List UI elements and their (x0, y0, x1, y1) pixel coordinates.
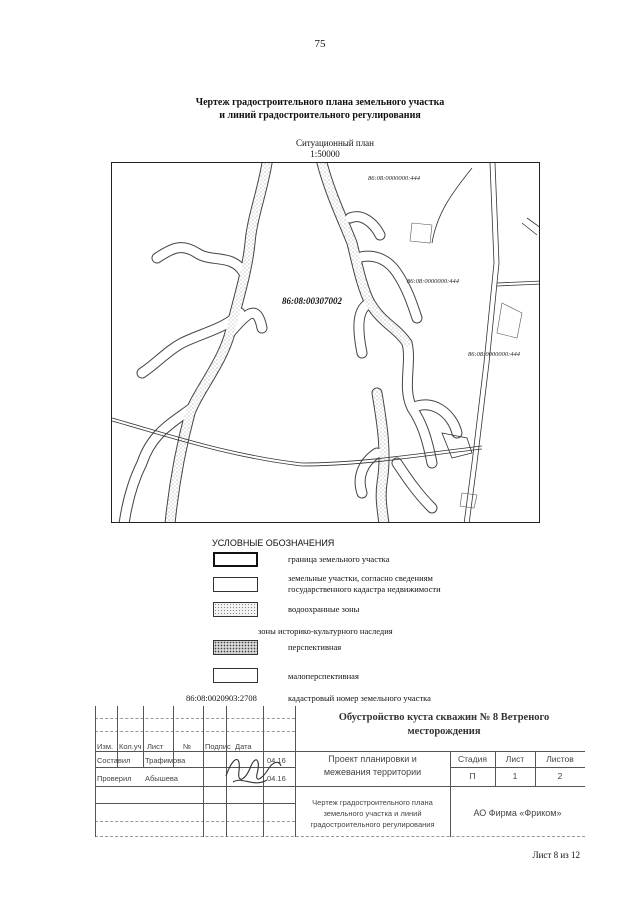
cadastral-label: 86:08:0000000:444 (368, 175, 420, 182)
legend-label-low-perspective: малоперспективная (288, 671, 359, 681)
col-ndok: № (183, 742, 192, 751)
role-compiled: Составил (97, 756, 131, 765)
name-compiled: Трафимова (145, 756, 186, 765)
sheet-header: Лист (505, 754, 525, 764)
situation-plan-scale: 1:50000 (310, 149, 340, 159)
document-type-line2: межевания территории (323, 767, 422, 777)
cadastral-label: 86:08:0000000:444 (407, 278, 459, 285)
col-data: Дата (235, 742, 252, 751)
water-protection-zones (124, 163, 457, 523)
legend-label-cadastral-1: земельные участки, согласно сведениям (288, 573, 433, 583)
drawing-name-line1: Чертеж градостроительного плана (312, 798, 433, 807)
signature-scribble (223, 746, 283, 791)
legend-label-boundary: граница земельного участка (288, 554, 390, 564)
legend-swatch-cadastral (213, 577, 258, 592)
legend-label-cadastral-2: государственного кадастра недвижимости (288, 584, 441, 594)
situation-plan-title: Ситуационный план (295, 138, 374, 148)
legend-swatch-low-perspective (213, 668, 258, 683)
col-podpis: Подпис (205, 742, 231, 751)
legend-cadastral-example: 86:08:0020903:2708 (186, 693, 257, 703)
project-title (303, 711, 585, 739)
name-checked: Абышева (145, 774, 178, 783)
stage-value: П (469, 771, 476, 781)
stage-header: Стадия (458, 754, 487, 764)
legend-label-perspective: перспективная (288, 642, 342, 652)
col-koluch: Кол.уч (119, 742, 142, 751)
company-name: АО Фирма «Фриком» (473, 808, 562, 818)
legend-label-water-zone: водоохранные зоны (288, 604, 360, 614)
title-block (95, 706, 585, 837)
page-number: 75 (314, 38, 326, 50)
document-type-line1: Проект планировки и (328, 754, 417, 764)
sheet-counter: Лист 8 из 12 (532, 850, 580, 860)
role-checked: Проверил (97, 774, 132, 783)
legend-label-cadastral-number: кадастровый номер земельного участка (288, 693, 431, 703)
cadastral-boundaries (410, 223, 522, 508)
col-izm: Изм. (97, 742, 114, 751)
drawing-name-line2: земельного участка и линий (323, 809, 422, 818)
map-drawing (112, 163, 540, 523)
cadastral-label: 86:08:0000000:444 (468, 351, 520, 358)
drawing-name-line3: градостроительного регулирования (310, 820, 435, 829)
sheets-header: Листов (546, 754, 574, 764)
drawing-title-line1: Чертеж градостроительного плана земельного участка (195, 97, 445, 108)
col-list: Лист (147, 742, 164, 751)
sheet-value: 1 (512, 771, 518, 781)
sheets-value: 2 (557, 771, 563, 781)
legend-heritage-heading: зоны историко-культурного наследия (258, 626, 393, 636)
main-parcel-number: 86:08:00307002 (282, 296, 342, 306)
date-checked: 04.16 (267, 774, 286, 783)
project-title-line1: Обустройство куста скважин № 8 Ветреного (338, 712, 550, 723)
situation-map (111, 162, 540, 523)
project-title-line2: месторождения (407, 726, 481, 737)
legend-swatch-water-zone (213, 602, 258, 617)
legend-title: УСЛОВНЫЕ ОБОЗНАЧЕНИЯ (212, 538, 335, 548)
drawing-title-line2: и линий градостроительного регулирования (219, 110, 421, 121)
legend-swatch-boundary (213, 552, 258, 567)
legend-swatch-perspective (213, 640, 258, 655)
date-compiled: 04.16 (267, 756, 286, 765)
